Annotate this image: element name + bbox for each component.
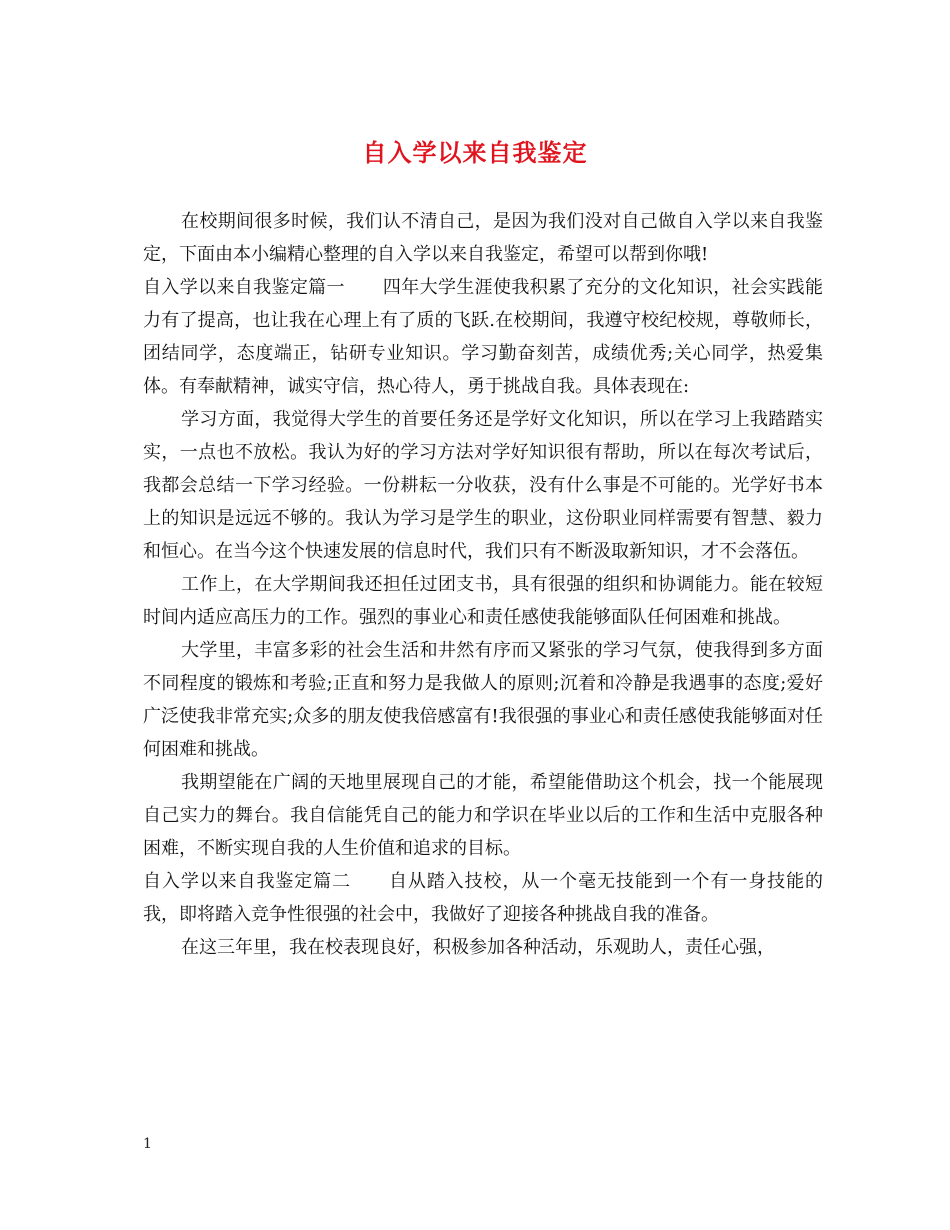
section-one-lead: 四年大学生涯使我积累了充分的文化知识，社会实践能力有了提高，也让我在心理上有了质的飞跃.在校期间，我遵守校纪校规，尊敬师长，团结同学，态度端正，钻研专业知识。学习勤奋刻苦，成绩优秀;关心同学，热爱集体。有奉献精神，诚实守信，热心待人，勇于挑战自我。具体表现在: bbox=[143, 277, 824, 397]
section-two-paragraph bbox=[143, 865, 823, 931]
work-paragraph: 工作上，在大学期间我还担任过团支书，具有很强的组织和协调能力。能在较短时间内适应高压力的工作。强烈的事业心和责任感使我能够面队任何困难和挑战。 bbox=[143, 574, 823, 628]
section-one-heading: 自入学以来自我鉴定篇一 bbox=[143, 277, 345, 298]
study-paragraph: 学习方面，我觉得大学生的首要任务还是学好文化知识，所以在学习上我踏踏实实，一点也不放松。我认为好的学习方法对学好知识很有帮助，所以在每次考试后，我都会总结一下学习经验。一份耕耘一分收获，没有什么事是不可能的。光学好书本上的知识是远远不够的。我认为学习是学生的职业，这份职业同样需要有智慧、毅力和恒心。在当今这个快速发展的信息时代，我们只有不断汲取新知识，才不会落伍。 bbox=[143, 409, 823, 562]
expectation-paragraph: 我期望能在广阔的天地里展现自己的才能，希望能借助这个机会，找一个能展现自己实力的舞台。我自信能凭自己的能力和学识在毕业以后的工作和生活中克服各种困难，不断实现自我的人生价值和追求的目标。 bbox=[143, 772, 823, 859]
page-number: 1 bbox=[143, 1136, 152, 1152]
document-title: 自入学以来自我鉴定 bbox=[362, 138, 588, 167]
three-years-paragraph: 在这三年里，我在校表现良好，积极参加各种活动，乐观助人，责任心强， bbox=[181, 937, 775, 958]
college-life-paragraph: 大学里，丰富多彩的社会生活和井然有序而又紧张的学习气氛，使我得到多方面不同程度的锻炼和考验;正直和努力是我做人的原则;沉着和冷静是我遇事的态度;爱好广泛使我非常充实;众多的朋友使我倍感富有!我很强的事业心和责任感使我能够面对任何困难和挑战。 bbox=[143, 640, 823, 760]
document-body bbox=[143, 205, 823, 964]
section-two-lead: 自从踏入技校，从一个毫无技能到一个有一身技能的我，即将踏入竞争性很强的社会中，我做好了迎接各种挑战自我的准备。 bbox=[143, 871, 823, 925]
intro-paragraph: 在校期间很多时候，我们认不清自己，是因为我们没对自己做自入学以来自我鉴定，下面由本小编精心整理的自入学以来自我鉴定，希望可以帮到你哦! bbox=[143, 211, 823, 265]
section-one-paragraph bbox=[143, 271, 823, 403]
section-two-heading: 自入学以来自我鉴定篇二 bbox=[143, 871, 351, 892]
